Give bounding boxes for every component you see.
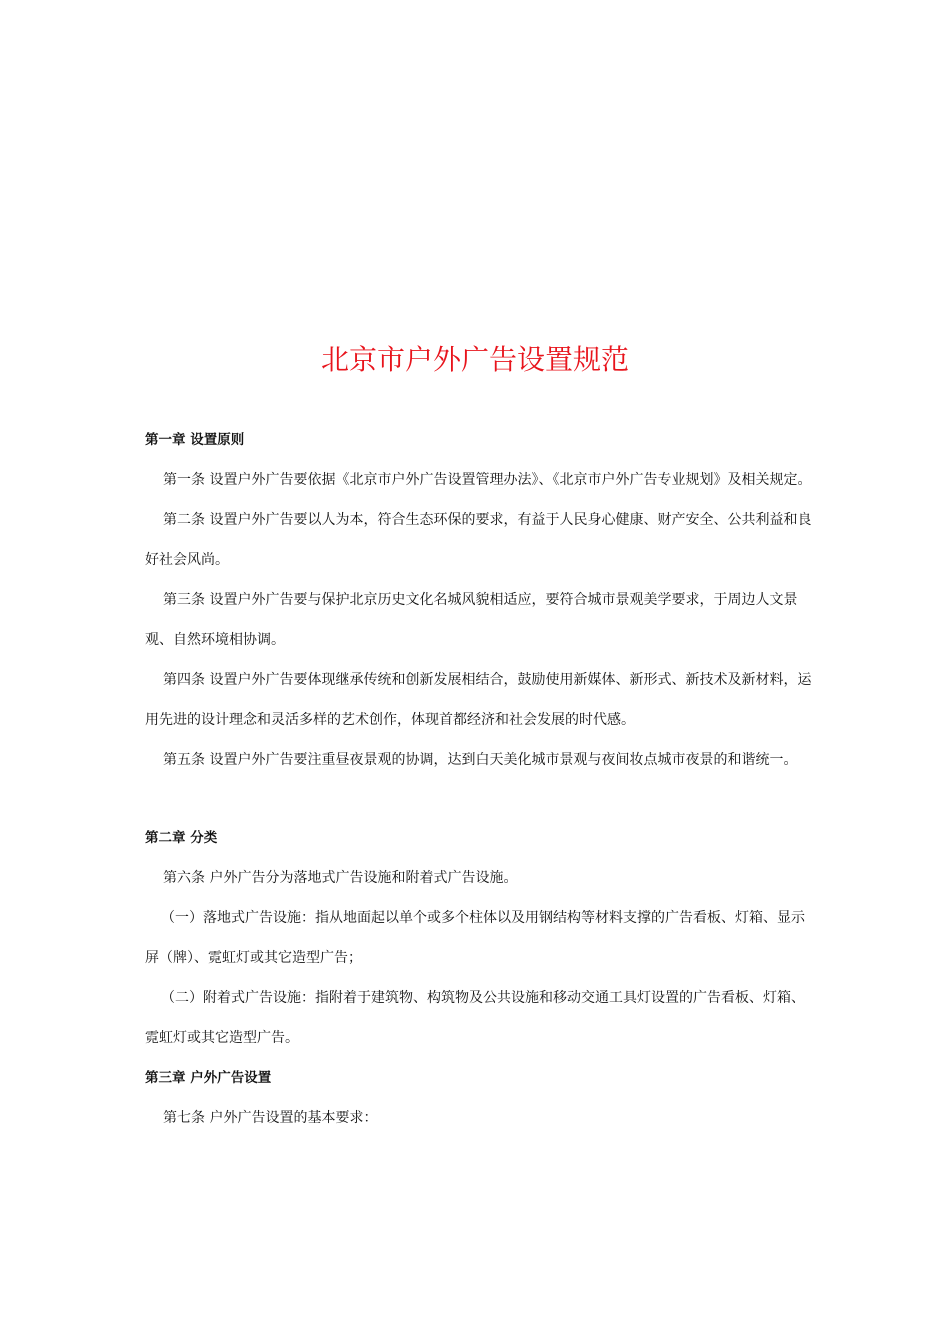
article-paragraph: 第七条 户外广告设置的基本要求：: [163, 1110, 378, 1126]
article-paragraph: 第四条 设置户外广告要体现继承传统和创新发展相结合，鼓励使用新媒体、新形式、新技术及新材料，运用先进的设计理念和灵活多样的艺术创作，体现首都经济和社会发展的时代感。: [145, 672, 812, 728]
chapter-heading: 第二章 分类: [145, 830, 218, 846]
article-paragraph: 第五条 设置户外广告要注重昼夜景观的协调，达到白天美化城市景观与夜间妆点城市夜景的和谐统一。: [163, 752, 798, 768]
article-paragraph: 第二条 设置户外广告要以人为本，符合生态环保的要求，有益于人民身心健康、财产安全、公共利益和良好社会风尚。: [145, 512, 812, 568]
article-paragraph: 第六条 户外广告分为落地式广告设施和附着式广告设施。: [163, 870, 518, 886]
chapter-2: [145, 818, 815, 1058]
article-paragraph: 第三条 设置户外广告要与保护北京历史文化名城风貌相适应，要符合城市景观美学要求，于周边人文景观、自然环境相协调。: [145, 592, 798, 648]
chapter-3: [145, 1058, 815, 1138]
article-sub-item: （二）附着式广告设施：指附着于建筑物、构筑物及公共设施和移动交通工具灯设置的广告看板、灯箱、霓虹灯或其它造型广告。: [145, 990, 805, 1046]
article-paragraph: 第一条 设置户外广告要依据《北京市户外广告设置管理办法》、《北京市户外广告专业规划》及相关规定。: [163, 472, 812, 488]
chapter-1: [145, 420, 815, 780]
chapter-heading: 第一章 设置原则: [145, 432, 245, 448]
document-title: 北京市户外广告设置规范: [320, 343, 629, 376]
chapter-heading: 第三章 户外广告设置: [145, 1070, 272, 1086]
article-sub-item: （一）落地式广告设施：指从地面起以单个或多个柱体以及用钢结构等材料支撑的广告看板、灯箱、显示屏（牌）、霓虹灯或其它造型广告；: [145, 910, 805, 966]
